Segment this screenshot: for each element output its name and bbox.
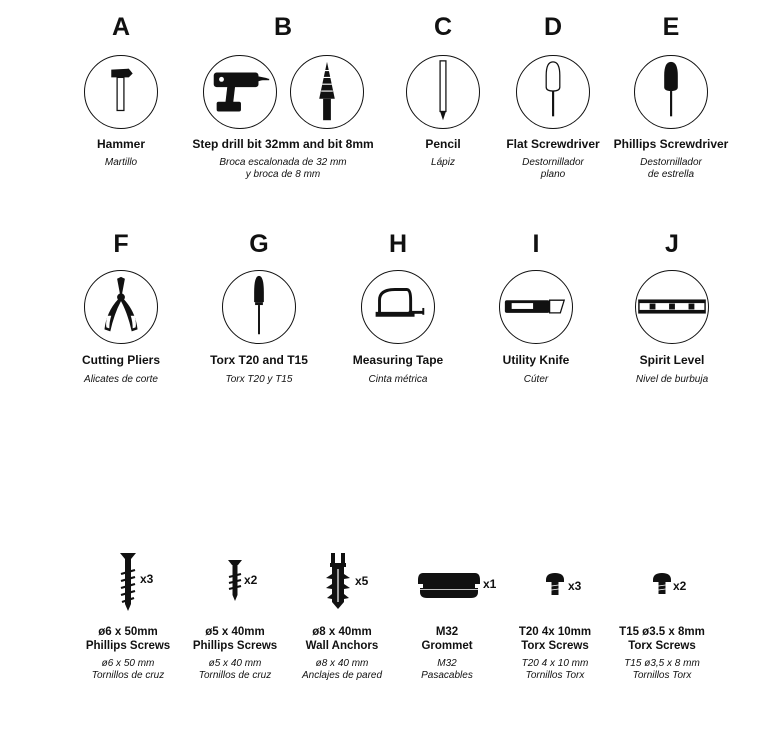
tool-circle-measuring-tape xyxy=(361,270,435,344)
pencil-icon xyxy=(407,56,479,128)
torx-screw-icon xyxy=(545,572,565,596)
part-name-torx-screw: T20 4x 10mm Torx Screws xyxy=(518,626,592,652)
wall-anchor-icon xyxy=(324,552,352,610)
part-qty-torx-screw-small: x2 xyxy=(673,579,687,593)
tool-letter-i: I xyxy=(532,230,540,258)
cutting-pliers-icon xyxy=(85,271,157,343)
part-sub-grommet: M32 Pasacables xyxy=(421,658,473,681)
part-qty-torx-screw: x3 xyxy=(568,579,582,593)
tool-sub-pencil: Lápiz xyxy=(431,157,455,168)
tool-letter-a: A xyxy=(111,13,131,41)
tool-name-pencil: Pencil xyxy=(425,137,461,151)
part-qty-screw: x2 xyxy=(244,573,258,587)
step-drill-bit-icon xyxy=(291,56,363,128)
part-qty-long-screw: x3 xyxy=(140,572,154,586)
part-sub-screw: ø5 x 40 mm Tornillos de cruz xyxy=(198,658,272,681)
spirit-level-icon xyxy=(636,271,708,343)
grommet-icon xyxy=(417,570,481,600)
tool-name-utility-knife: Utility Knife xyxy=(502,353,570,367)
drill-icon xyxy=(204,56,276,128)
tool-name-step-drill: Step drill bit 32mm and bit 8mm xyxy=(192,137,374,151)
tool-letter-g: G xyxy=(249,230,269,258)
part-name-long-screw: ø6 x 50mm Phillips Screws xyxy=(85,626,171,652)
tool-name-phillips-screwdriver: Phillips Screwdriver xyxy=(613,137,729,151)
part-sub-wall-anchor: ø8 x 40 mm Anclajes de pared xyxy=(301,658,383,681)
tool-letter-d: D xyxy=(543,13,563,41)
long-screw-icon xyxy=(118,550,138,612)
tool-circle-pencil xyxy=(406,55,480,129)
part-name-screw: ø5 x 40mm Phillips Screws xyxy=(192,626,278,652)
tool-name-torx: Torx T20 and T15 xyxy=(210,353,308,367)
part-sub-torx-screw: T20 4 x 10 mm Tornillos Torx xyxy=(521,658,589,681)
tool-circle-spirit-level xyxy=(635,270,709,344)
tool-name-flat-screwdriver: Flat Screwdriver xyxy=(506,137,600,151)
phillips-screwdriver-icon xyxy=(635,56,707,128)
part-qty-wall-anchor: x5 xyxy=(355,574,369,588)
tool-circle-drill xyxy=(203,55,277,129)
tool-sub-hammer: Martillo xyxy=(104,157,138,168)
tool-circle-torx xyxy=(222,270,296,344)
tool-circle-utility-knife xyxy=(499,270,573,344)
part-name-wall-anchor: ø8 x 40mm Wall Anchors xyxy=(305,626,379,652)
part-name-grommet: M32 Grommet xyxy=(421,626,473,652)
tool-name-cutting-pliers: Cutting Pliers xyxy=(81,353,160,367)
tool-circle-cutting-pliers xyxy=(84,270,158,344)
torx-screwdriver-icon xyxy=(223,271,295,343)
tool-circle-hammer xyxy=(84,55,158,129)
tool-letter-b: B xyxy=(273,13,293,41)
utility-knife-icon xyxy=(500,271,572,343)
tool-name-spirit-level: Spirit Level xyxy=(639,353,705,367)
tool-letter-h: H xyxy=(388,230,408,258)
measuring-tape-icon xyxy=(362,271,434,343)
tool-sub-cutting-pliers: Alicates de corte xyxy=(84,374,158,385)
flat-screwdriver-icon xyxy=(517,56,589,128)
tool-sub-utility-knife: Cúter xyxy=(523,374,549,385)
part-name-torx-screw-small: T15 ø3.5 x 8mm Torx Screws xyxy=(619,626,705,652)
tool-name-measuring-tape: Measuring Tape xyxy=(352,353,444,367)
screw-icon xyxy=(227,558,243,602)
tool-circle-flat-screwdriver xyxy=(516,55,590,129)
torx-screw-small-icon xyxy=(652,572,672,596)
part-sub-torx-screw-small: T15 ø3,5 x 8 mm Tornillos Torx xyxy=(624,658,700,681)
tool-circle-phillips-screwdriver xyxy=(634,55,708,129)
part-qty-grommet: x1 xyxy=(483,577,497,591)
tool-sub-phillips-screwdriver: Destornillador de estrella xyxy=(640,157,702,180)
tool-letter-j: J xyxy=(665,230,679,258)
part-sub-long-screw: ø6 x 50 mm Tornillos de cruz xyxy=(91,658,165,681)
tool-name-hammer: Hammer xyxy=(96,137,146,151)
tool-sub-measuring-tape: Cinta métrica xyxy=(368,374,428,385)
hammer-icon xyxy=(85,56,157,128)
tool-sub-flat-screwdriver: Destornillador plano xyxy=(522,157,584,180)
tool-letter-c: C xyxy=(433,13,453,41)
tool-sub-torx: Torx T20 y T15 xyxy=(225,374,293,385)
tool-sub-spirit-level: Nivel de burbuja xyxy=(635,374,709,385)
tool-letter-f: F xyxy=(113,230,129,258)
tool-circle-step-bit xyxy=(290,55,364,129)
tool-sub-step-drill: Broca escalonada de 32 mm y broca de 8 mm xyxy=(219,157,347,180)
tool-letter-e: E xyxy=(662,13,680,41)
